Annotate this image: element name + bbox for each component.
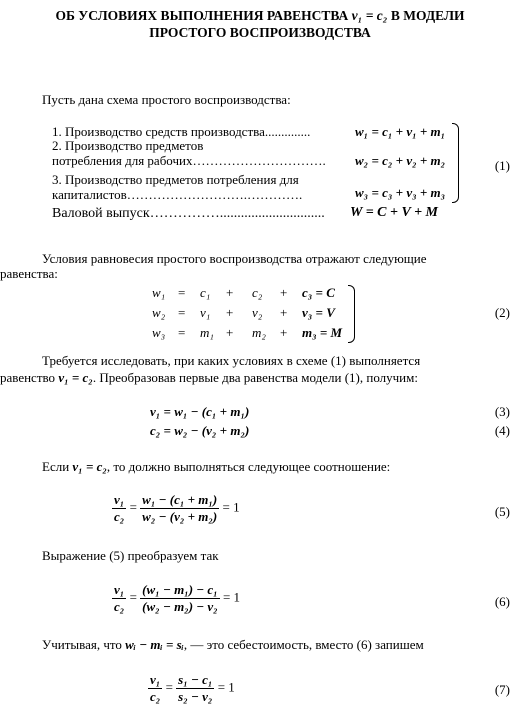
equation-number-3: (3) <box>494 404 510 419</box>
system-row-2: w₂ = v₁ + v₂ + v₃ = V <box>152 305 335 320</box>
title-equation: v₁ = c₂ <box>351 8 388 23</box>
equation-6: $\frac{\text{v₁}}{\text{c₂}}$ = $\frac{\text{(w₁ − m₁) − c₁}}{\text{(w₂ − m₂) − v₂}}$ = 1 <box>114 582 241 614</box>
scheme-item-2a: 2. Производство предметов <box>52 138 204 153</box>
scheme-item-4: Валовой выпуск…………….............................. <box>52 206 325 221</box>
system-brace <box>348 285 355 343</box>
equation-7: $\frac{\text{v₁}}{\text{c₂}}$ = $\frac{\text{s₁ − c₁}}{\text{s₂ − v₂}}$ = 1 <box>150 672 235 704</box>
equation-number-2: (2) <box>494 305 510 320</box>
equation-5: $\frac{\text{v₁}}{\text{c₂}}$ = $\frac{\text{w₁ − (c₁ + m₁)}}{\text{w₂ − (v₂ + m₂)}}$ = 1 <box>114 492 240 524</box>
scheme-eq-1: w₁ = c₁ + v₁ + m₁ <box>355 124 446 139</box>
paragraph-cost: Учитывая, что wᵢ − mᵢ = sᵢ, — это себестоимость, вместо (6) запишем <box>42 637 424 652</box>
scheme-eq-4: W = C + V + M <box>350 205 438 220</box>
equation-3: v₁ = w₁ − (c₁ + m₁) <box>150 404 250 419</box>
scheme-eq-2: w₂ = c₂ + v₂ + m₂ <box>355 153 446 168</box>
system-row-3: w₃ = m₁ + m₂ + m₃ = M <box>152 325 343 340</box>
paragraph-task-line1: Требуется исследовать, при каких условиях в схеме (1) выполняется <box>42 353 421 368</box>
equation-number-1: (1) <box>494 158 510 173</box>
scheme-eq-3: w₃ = c₃ + v₃ + m₃ <box>355 185 446 200</box>
paragraph-equilibrium-line1: Условия равновесия простого воспроизводства отражают следующие <box>42 251 427 266</box>
scheme-item-3b: капиталистов……………………….…………. <box>52 187 303 202</box>
title-line1: ОБ УСЛОВИЯХ ВЫПОЛНЕНИЯ РАВЕНСТВА <box>55 8 349 23</box>
scheme-item-1: 1. Производство средств производства.............. <box>52 124 311 139</box>
scheme-item-3a: 3. Производство предметов потребления для <box>52 172 299 187</box>
page-subtitle: ПРОСТОГО ВОСПРОИЗВОДСТВА <box>149 25 371 40</box>
title-line1-end: В МОДЕЛИ <box>390 8 465 23</box>
equation-number-7: (7) <box>494 682 510 697</box>
scheme-item-2b: потребления для рабочих…………………………. <box>52 153 326 168</box>
paragraph-intro: Пусть дана схема простого воспроизводства: <box>42 92 291 107</box>
paragraph-condition: Если v₁ = c₂, то должно выполняться следующее соотношение: <box>42 459 391 474</box>
equation-number-4: (4) <box>494 423 510 438</box>
system-row-1: w₁ = c₁ + c₂ + c₃ = C <box>152 285 335 300</box>
equation-4: c₂ = w₂ − (v₂ + m₂) <box>150 423 250 438</box>
equation-number-5: (5) <box>494 504 510 519</box>
equation-number-6: (6) <box>494 594 510 609</box>
paragraph-task-line2: равенство v₁ = c₂. Преобразовав первые два равенства модели (1), получим: <box>0 370 418 385</box>
scheme-brace <box>452 123 459 203</box>
paragraph-transform: Выражение (5) преобразуем так <box>42 548 219 563</box>
page-title <box>0 7 520 24</box>
paragraph-equilibrium-line2: равенства: <box>0 266 58 281</box>
